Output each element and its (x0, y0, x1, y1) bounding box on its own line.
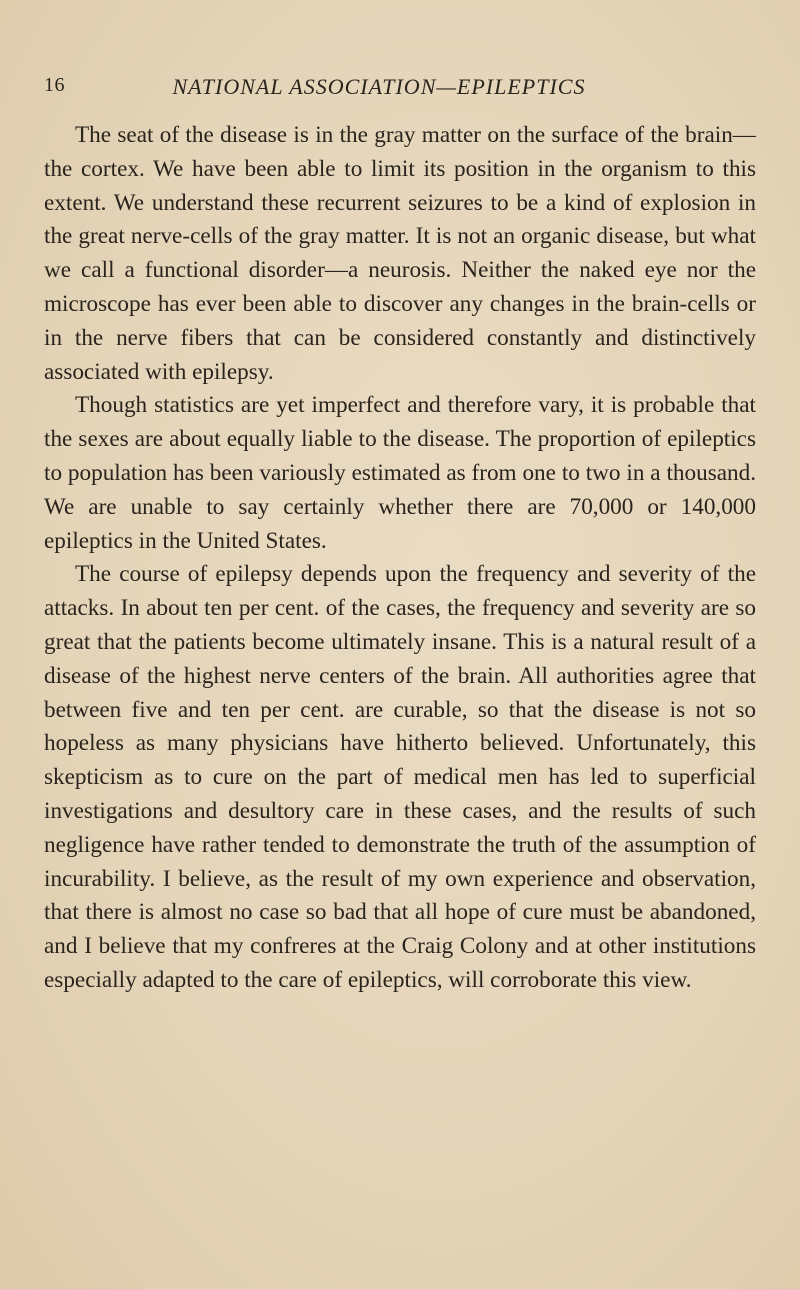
paragraph-seat-of-disease: The seat of the disease is in the gray matter on the surface of the brain—the cortex. We have been able to limit its position in the organism to this extent. We understand these recurrent seizures to be a kind of explosion in the great nerve-cells of the gray matter. It is not an organic disease, but what we call a functional disorder—a neurosis. Neither the naked eye nor the microscope has ever been able to discover any changes in the brain-cells or in the nerve fibers that can be considered constantly and distinctively associated with epilepsy. (44, 122, 756, 385)
body-text (44, 119, 756, 998)
running-head: NATIONAL ASSOCIATION—EPILEPTICS (172, 74, 586, 99)
paragraph-course-of-epilepsy: The course of epilepsy depends upon the frequency and severity of the attacks. In about ten per cent. of the cases, the frequency and severity are so great that the patients become ultimately insane. This is a natural result of a disease of the highest nerve centers of the brain. All authorities agree that between five and ten per cent. are curable, so that the disease is not so hopeless as many physicians have hitherto believed. Unfortunately, this skepticism as to cure on the part of medical men has led to superficial investigations and desultory care in these cases, and the results of such negligence have rather tended to demonstrate the truth of the assumption of incurability. I believe, as the result of my own experience and observation, that there is almost no case so bad that all hope of cure must be abandoned, and I believe that my confreres at the Craig Colony and at other institutions especially adapted to the care of epileptics, will corroborate this view. (44, 561, 756, 993)
page-number: 16 (44, 74, 65, 96)
paragraph-statistics: Though statistics are yet imperfect and therefore vary, it is probable that the sexes are about equally liable to the disease. The proportion of epileptics to population has been variously estimated as from one to two in a thousand. We are unable to say certainly whether there are 70,000 or 140,000 epileptics in the United States. (44, 392, 756, 554)
page-header (44, 74, 756, 104)
